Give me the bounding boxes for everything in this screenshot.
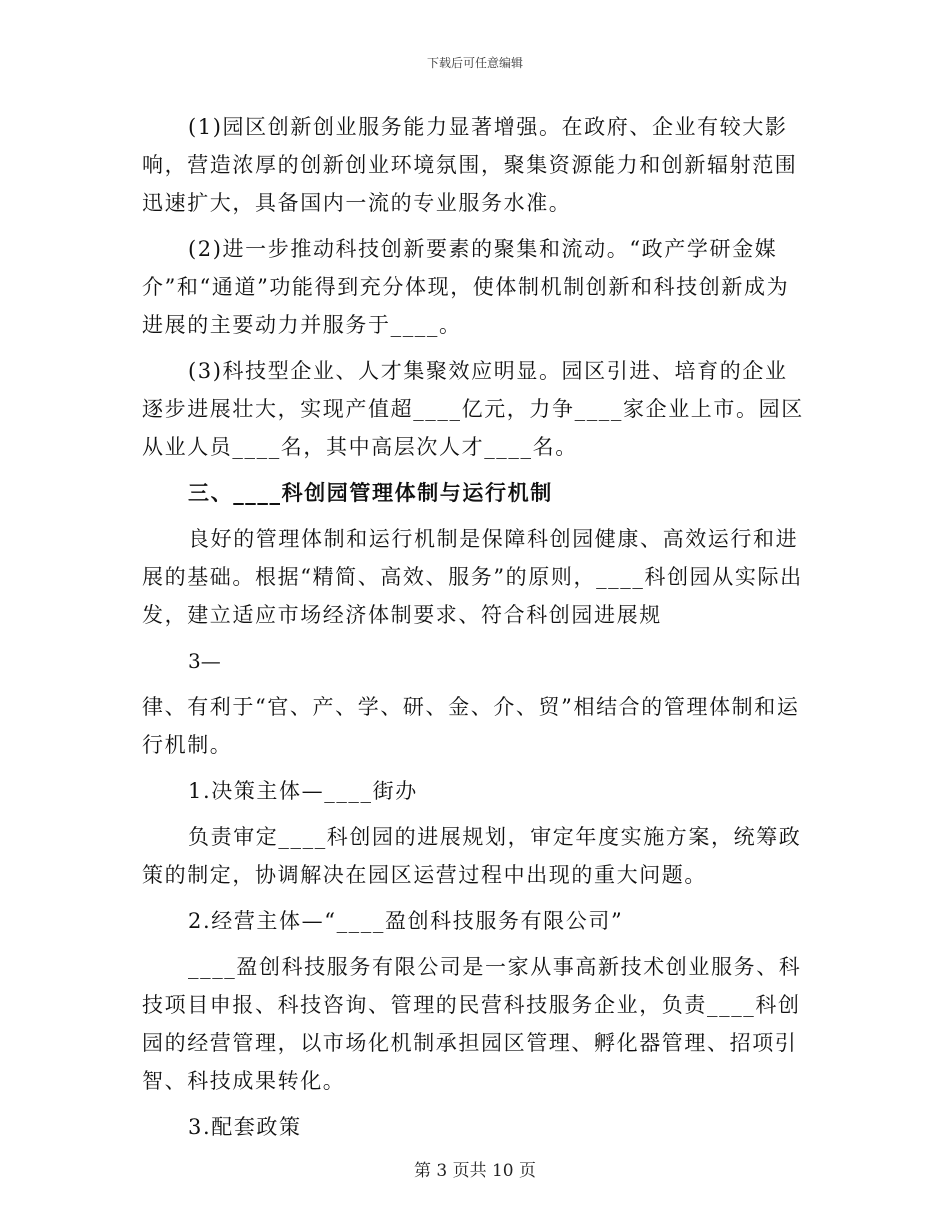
page-footer: 第 3 页共 10 页 — [413, 1161, 537, 1181]
paragraph-operating-body: ____盈创科技服务有限公司是一家从事高新技术创业服务、科技项目申报、科技咨询、管理的民营科技服务企业，负责____科创园的经营管理，以市场化机制承担园区管理、孵化器管理、招项引智、科技成果转化。 — [142, 955, 802, 1093]
subheading-operating-body: 2.经营主体—“____盈创科技服务有限公司” — [188, 909, 624, 933]
document-body — [142, 108, 810, 1154]
section-heading-3: 三、____科创园管理体制与运行机制 — [188, 480, 553, 505]
page-header: 下载后可任意编辑 — [426, 56, 523, 70]
paragraph-goal-2: (2)进一步推动科技创新要素的聚集和流动。“政产学研金媒介”和“通道”功能得到充分体现，使体制机制创新和科技创新成为进展的主要动力并服务于____。 — [142, 237, 790, 337]
page-break-marker: 3— — [188, 649, 221, 673]
paragraph-decision-body: 负责审定____科创园的进展规划，审定年度实施方案，统筹政策的制定，协调解决在园区运营过程中出现的重大问题。 — [142, 825, 802, 887]
paragraph-management-continued: 律、有利于“官、产、学、研、金、介、贸”相结合的管理体制和运行机制。 — [142, 695, 800, 757]
paragraph-goal-3: (3)科技型企业、人才集聚效应明显。园区引进、培育的企业逐步进展壮大，实现产值超____亿元，力争____家企业上市。园区从业人员____名，其中高层次人才____名。 — [142, 359, 804, 459]
subheading-decision-body: 1.决策主体—____街办 — [188, 779, 418, 803]
paragraph-management-intro: 良好的管理体制和运行机制是保障科创园健康、高效运行和进展的基础。根据“精简、高效、服务”的原则，____科创园从实际出发，建立适应市场经济体制要求、符合科创园进展规 — [142, 527, 803, 627]
subheading-supporting-policy: 3.配套政策 — [188, 1115, 302, 1139]
paragraph-goal-1: (1)园区创新创业服务能力显著增强。在政府、企业有较大影响，营造浓厚的创新创业环境氛围，聚集资源能力和创新辐射范围迅速扩大，具备国内一流的专业服务水准。 — [142, 115, 798, 215]
